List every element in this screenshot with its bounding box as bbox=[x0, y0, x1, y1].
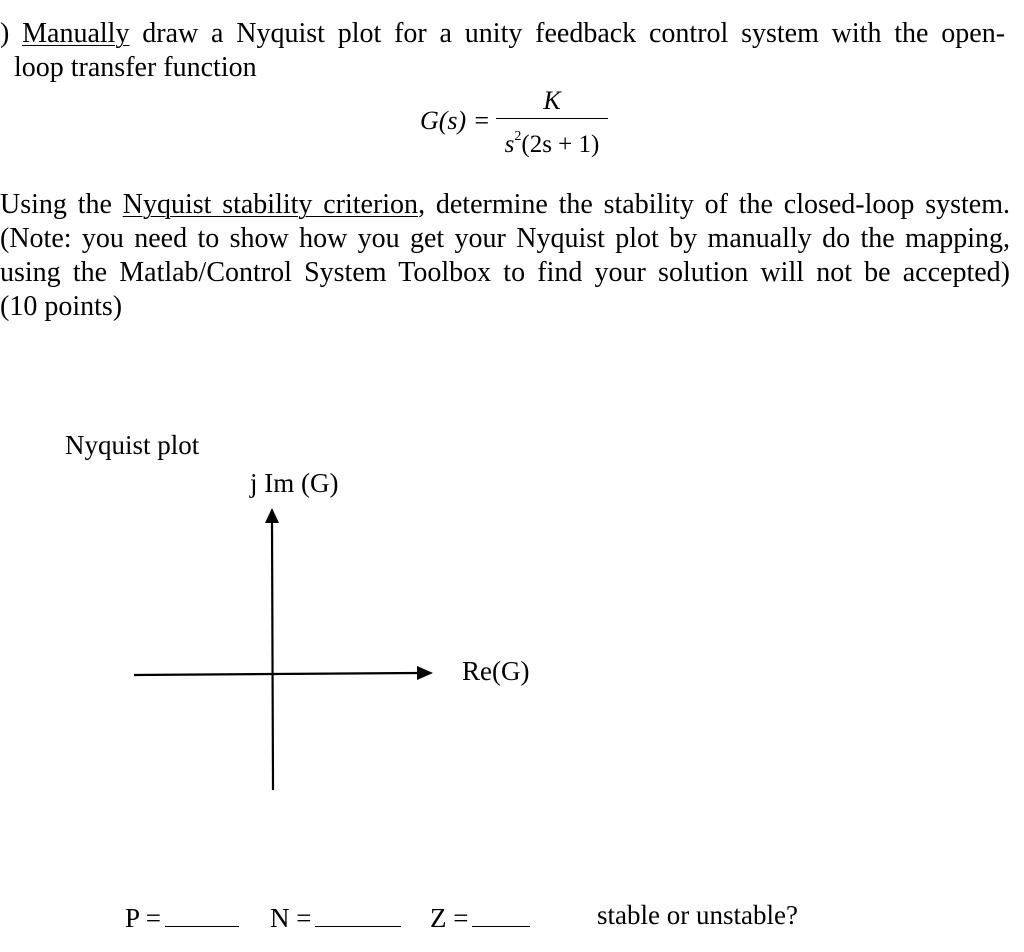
nyquist-plot-title: Nyquist plot bbox=[65, 430, 200, 460]
x-axis-label: Re(G) bbox=[462, 656, 530, 686]
instructions-line-2: (Note: you need to show how you get your Nyquist plot by manually do the mapping, bbox=[0, 223, 1010, 254]
problem-line-2: loop transfer function bbox=[14, 52, 257, 83]
n-answer-blank[interactable] bbox=[315, 900, 401, 927]
real-axis-arrowhead bbox=[417, 666, 433, 680]
equation-denominator: $s^2(2s + 1)$ bbox=[504, 129, 600, 158]
imaginary-axis-arrowhead bbox=[265, 508, 279, 523]
nyquist-criterion-underlined: Nyquist stability criterion bbox=[122, 189, 419, 220]
problem-line-1-rest: draw a Nyquist plot for a unity feedback control system with the open- bbox=[142, 18, 1006, 49]
equation-numerator: K bbox=[543, 86, 561, 115]
instructions-line-1: Using the Nyquist stability criterion, determine the stability of the closed-loop system. bbox=[0, 189, 1010, 220]
problem-prefix: ) bbox=[0, 18, 10, 49]
stability-question: stable or unstable? bbox=[597, 900, 798, 930]
equation-lhs: G(s) = bbox=[420, 106, 491, 135]
p-answer: P = bbox=[125, 900, 239, 934]
z-answer-blank[interactable] bbox=[472, 900, 530, 927]
instructions-line-4: (10 points) bbox=[0, 291, 123, 322]
instructions-line-3: using the Matlab/Control System Toolbox to find your solution will not be accepted) bbox=[0, 257, 1010, 288]
manually-underlined: Manually bbox=[22, 18, 130, 49]
imaginary-axis-line bbox=[272, 522, 273, 790]
y-axis-label: j Im (G) bbox=[250, 468, 339, 498]
n-answer: N = bbox=[270, 900, 401, 934]
p-answer-blank[interactable] bbox=[165, 900, 239, 927]
z-answer: Z = bbox=[430, 900, 530, 934]
real-axis-line bbox=[134, 673, 418, 675]
